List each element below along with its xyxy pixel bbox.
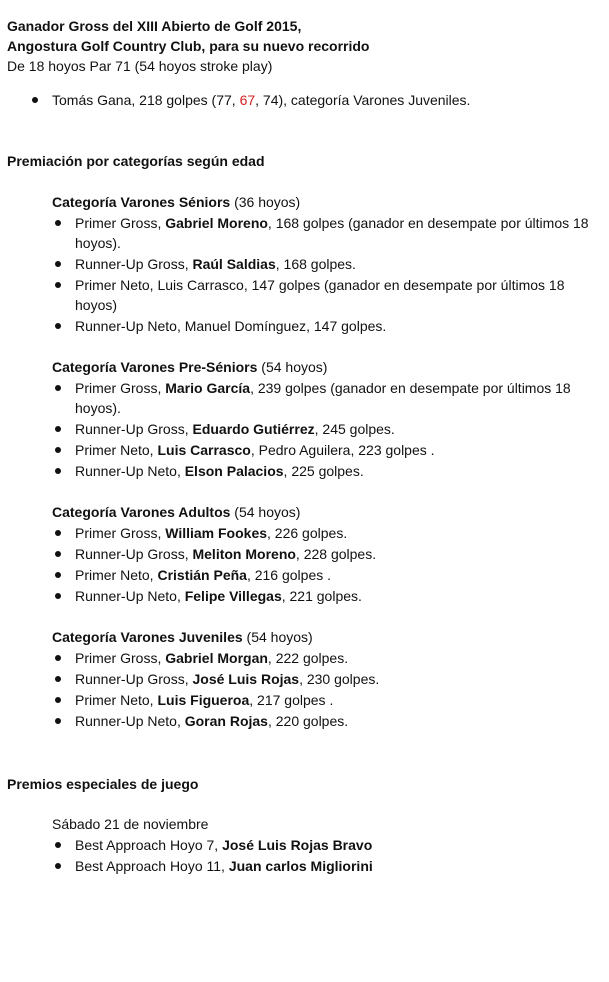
- header-title-line-2: Angostura Golf Country Club, para su nuevo recorrido: [7, 38, 370, 54]
- item-text: Runner-Up Gross,: [75, 546, 193, 562]
- list-item: [52, 586, 597, 606]
- category-title: Categoría Varones Séniors: [52, 194, 231, 210]
- category-note: (54 hoyos): [257, 359, 328, 375]
- category-heading: [52, 357, 597, 377]
- list-item: [52, 648, 597, 668]
- list-item: [52, 711, 597, 731]
- list-item: [52, 254, 597, 274]
- player-name: Gabriel Morgan: [165, 650, 268, 666]
- player-name: Raúl Saldias: [192, 256, 276, 272]
- list-item: [52, 690, 597, 710]
- item-text: , 225 golpes.: [283, 463, 364, 479]
- item-text: Primer Gross,: [75, 380, 166, 396]
- item-text: , 217 golpes .: [249, 692, 334, 708]
- item-text: Runner-Up Neto, Manuel Domínguez, 147 golpes.: [75, 318, 387, 334]
- list-item: [52, 316, 597, 336]
- document-header: [7, 16, 597, 76]
- item-text: Primer Neto,: [75, 567, 158, 583]
- list-item: [52, 565, 597, 585]
- player-name: Juan carlos Migliorini: [228, 858, 373, 874]
- player-name: Goran Rojas: [184, 713, 268, 729]
- category-note: (54 hoyos): [230, 504, 301, 520]
- item-text: Runner-Up Gross,: [75, 421, 193, 437]
- list-item: [52, 669, 597, 689]
- list-item: [52, 275, 597, 315]
- category-block: [52, 502, 597, 606]
- item-text: Primer Neto,: [75, 692, 158, 708]
- item-text: , 230 golpes.: [299, 671, 380, 687]
- item-text: Primer Gross,: [75, 650, 166, 666]
- list-item: [52, 835, 597, 855]
- item-text: Best Approach Hoyo 11,: [75, 858, 229, 874]
- list-item: [52, 213, 597, 253]
- especiales-block: [52, 814, 597, 876]
- category-list: [52, 523, 597, 606]
- category-heading: [52, 627, 597, 647]
- category-note: (36 hoyos): [230, 194, 301, 210]
- player-name: José Luis Rojas: [192, 671, 300, 687]
- category-block: [52, 192, 597, 336]
- player-name: Luis Carrasco: [157, 442, 251, 458]
- item-text: , 222 golpes.: [267, 650, 349, 666]
- list-item: [52, 419, 597, 439]
- item-text: Runner-Up Neto,: [75, 588, 185, 604]
- player-name: William Fookes: [165, 525, 268, 541]
- item-text: , 168 golpes (ganador en desempate por últimos 18 hoyos).: [75, 215, 589, 251]
- item-text: Primer Neto, Luis Carrasco, 147 golpes (ganador en desempate por últimos 18 hoyos): [75, 277, 565, 313]
- category-block: [52, 627, 597, 731]
- especiales-date: Sábado 21 de noviembre: [52, 816, 209, 832]
- category-list: [52, 378, 597, 481]
- winner-highlight-score: 67: [239, 92, 256, 108]
- list-item: [52, 544, 597, 564]
- list-item: [52, 523, 597, 543]
- player-name: José Luis Rojas Bravo: [222, 837, 373, 853]
- player-name: Elson Palacios: [184, 463, 284, 479]
- item-text: , 220 golpes.: [267, 713, 349, 729]
- category-list: [52, 213, 597, 336]
- category-title: Categoría Varones Juveniles: [52, 629, 243, 645]
- list-item: [52, 856, 597, 876]
- header-subtitle: De 18 hoyos Par 71 (54 hoyos stroke play): [7, 58, 273, 74]
- item-text: , 226 golpes.: [267, 525, 348, 541]
- player-name: Eduardo Gutiérrez: [192, 421, 315, 437]
- category-title: Categoría Varones Pre-Séniors: [52, 359, 258, 375]
- player-name: Meliton Moreno: [192, 546, 296, 562]
- category-heading: [52, 502, 597, 522]
- category-block: [52, 357, 597, 481]
- item-text: , 168 golpes.: [275, 256, 356, 272]
- winner-text-prefix: Tomás Gana, 218 golpes (77,: [52, 92, 240, 108]
- item-text: , 239 golpes (ganador en desempate por últimos 18 hoyos).: [75, 380, 571, 416]
- player-name: Luis Figueroa: [157, 692, 250, 708]
- item-text: Runner-Up Neto,: [75, 713, 185, 729]
- player-name: Mario García: [165, 380, 251, 396]
- category-note: (54 hoyos): [242, 629, 313, 645]
- list-item: [52, 378, 597, 418]
- especiales-list: [52, 835, 597, 876]
- winner-item: [29, 90, 597, 110]
- categories-container: [7, 192, 597, 731]
- item-text: , 221 golpes.: [281, 588, 362, 604]
- category-title: Categoría Varones Adultos: [52, 504, 231, 520]
- item-text: Runner-Up Gross,: [75, 671, 193, 687]
- item-text: , Pedro Aguilera, 223 golpes .: [250, 442, 435, 458]
- item-text: Primer Neto,: [75, 442, 158, 458]
- document-body: [7, 16, 597, 876]
- item-text: Primer Gross,: [75, 215, 166, 231]
- item-text: , 228 golpes.: [295, 546, 377, 562]
- item-text: , 216 golpes .: [246, 567, 332, 583]
- winner-list: [29, 90, 597, 110]
- especiales-section-title: Premios especiales de juego: [7, 776, 199, 792]
- category-list: [52, 648, 597, 731]
- item-text: Runner-Up Gross,: [75, 256, 193, 272]
- player-name: Felipe Villegas: [184, 588, 282, 604]
- player-name: Gabriel Moreno: [165, 215, 268, 231]
- item-text: Runner-Up Neto,: [75, 463, 185, 479]
- category-heading: [52, 192, 597, 212]
- premiacion-section-title: Premiación por categorías según edad: [7, 153, 265, 169]
- winner-text-suffix: , 74), categoría Varones Juveniles.: [255, 92, 471, 108]
- item-text: , 245 golpes.: [314, 421, 395, 437]
- list-item: [52, 461, 597, 481]
- item-text: Best Approach Hoyo 7,: [75, 837, 223, 853]
- player-name: Cristián Peña: [157, 567, 247, 583]
- item-text: Primer Gross,: [75, 525, 166, 541]
- list-item: [52, 440, 597, 460]
- header-title-line-1: Ganador Gross del XIII Abierto de Golf 2015,: [7, 18, 302, 34]
